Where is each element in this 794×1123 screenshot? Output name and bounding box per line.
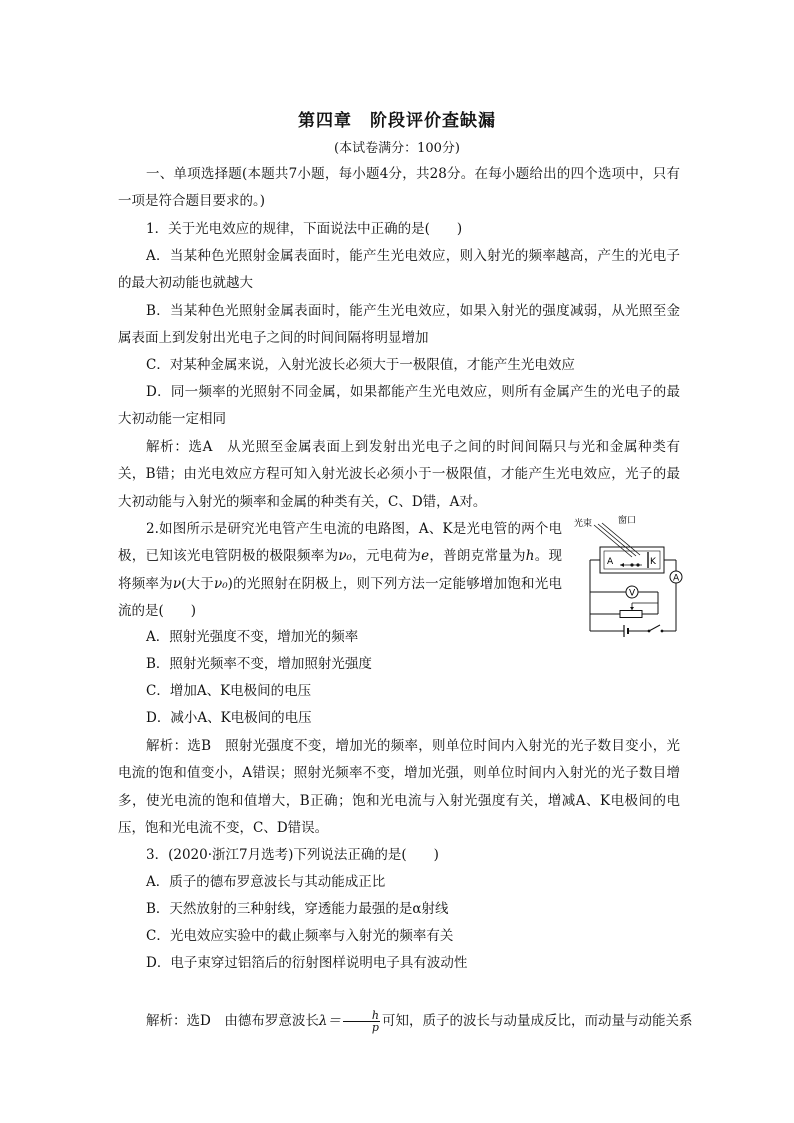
q2-option-b: B．照射光频率不变，增加照射光强度 bbox=[146, 656, 372, 672]
lambda-equals: λ＝ bbox=[318, 1013, 341, 1029]
fraction-h-over-p bbox=[343, 1010, 380, 1033]
arrow-head-icon bbox=[620, 563, 624, 567]
q1-option-c: C．对某种金属来说，入射光波长必须大于一极限值，才能产生光电效应 bbox=[146, 357, 575, 373]
symbol-nu: ν bbox=[172, 575, 182, 592]
q2-stem-part: 2.如图所示是研究光电管产生电流的电路图，A、K是光电管的两个电极，已知该光电管阴极的极限频率为 bbox=[118, 521, 562, 565]
q2-stem-part: ，普朗克常量为 bbox=[429, 548, 526, 565]
electron-dot bbox=[636, 563, 639, 566]
fraction-numerator: h bbox=[343, 1010, 380, 1022]
switch-icon bbox=[649, 625, 660, 631]
q3-option-c: C．光电效应实验中的截止频率与入射光的频率有关 bbox=[146, 928, 454, 944]
q2-stem-part: )的光照射在阴极上，则下列方法一定能够增加饱和光电流的是( ) bbox=[118, 575, 562, 619]
q3-analysis-part: 解析：选D 由德布罗意波长 bbox=[146, 1013, 319, 1029]
symbol-h: h bbox=[525, 548, 535, 565]
q2-option-a: A．照射光强度不变，增加光的频率 bbox=[146, 629, 359, 645]
rheostat-icon bbox=[620, 611, 642, 618]
label-window: 窗口 bbox=[618, 516, 637, 526]
q2-option-c: C．增加A、K电极间的电压 bbox=[146, 683, 312, 699]
q2-stem-part: 。现将频率为 bbox=[118, 548, 563, 592]
electrode-a-label: A bbox=[607, 557, 614, 567]
symbol-e: e bbox=[421, 548, 430, 565]
electrode-k-label: K bbox=[650, 557, 656, 567]
q1-option-d: D．同一频率的光照射不同金属，如果都能产生光电效应，则所有金属产生的光电子的最大初动能一定相同 bbox=[118, 384, 680, 428]
voltmeter-label: V bbox=[629, 588, 636, 599]
electron-dot bbox=[630, 563, 633, 566]
symbol-nu0: ν₀ bbox=[338, 548, 352, 565]
q3-analysis bbox=[118, 1009, 693, 1034]
label-light-beam: 光束 bbox=[574, 519, 593, 529]
symbol-nu0: ν₀ bbox=[213, 575, 228, 592]
q2-stem-part: ，元电荷为 bbox=[351, 548, 422, 565]
page-subtitle: (本试卷满分：100分) bbox=[334, 141, 460, 156]
q3-option-d: D．电子束穿过铝箔后的衍射图样说明电子具有波动性 bbox=[146, 955, 468, 971]
q2-analysis: 解析：选B 照射光强度不变，增加光的频率，则单位时间内入射光的光子数目变小，光电流的饱和值变小，A错误；照射光频率不变，增加光强，则单位时间内入射光的光子数目增多，使光电流的饱和值增大，B正确；饱和光电流与入射光强度有关，增减A、K电极间的电压，饱和光电流不变，C、D错误。 bbox=[118, 738, 680, 836]
fraction-denominator: p bbox=[371, 1021, 379, 1034]
q1-analysis: 解析：选A 从光照至金属表面上到发射出光电子之间的时间间隔只与光和金属种类有关，B错；由光电效应方程可知入射光波长必须小于一极限值，才能产生光电效应，光子的最大初动能与入射光的频率和金属的种类有关，C、D错，A对。 bbox=[118, 439, 680, 510]
q1-stem: 1．关于光电效应的规律，下面说法中正确的是( ) bbox=[146, 221, 463, 237]
q2-option-d: D．减小A、K电极间的电压 bbox=[146, 710, 312, 726]
q3-option-b: B．天然放射的三种射线，穿透能力最强的是α射线 bbox=[146, 901, 449, 917]
q1-option-b: B．当某种色光照射金属表面时，能产生光电效应，如果入射光的强度减弱，从光照至金属表面上到发射出光电子之间的时间间隔将明显增加 bbox=[118, 303, 680, 347]
q3-analysis-part: 可知，质子的波长与动量成反比，而动量与动能关系 bbox=[381, 1013, 693, 1029]
q1-option-a: A．当某种色光照射金属表面时，能产生光电效应，则入射光的频率越高，产生的光电子的最大初动能也就越大 bbox=[118, 248, 680, 292]
page-title: 第四章 阶段评价查缺漏 bbox=[298, 111, 496, 131]
light-ray bbox=[602, 523, 640, 555]
photoelectric-circuit-diagram bbox=[572, 513, 688, 643]
q2-stem bbox=[118, 516, 562, 625]
arrow-head-icon bbox=[630, 607, 634, 610]
q3-stem: 3．(2020·浙江7月选考)下列说法正确的是( ) bbox=[146, 847, 439, 863]
ammeter-label: A bbox=[673, 573, 680, 584]
section-intro: 一、单项选择题(本题共7小题，每小题4分，共28分。在每小题给出的四个选项中，只有一项是符合题目要求的。) bbox=[118, 166, 680, 210]
q3-option-a: A．质子的德布罗意波长与其动能成正比 bbox=[146, 874, 386, 890]
q2-stem-part: (大于 bbox=[181, 575, 214, 592]
